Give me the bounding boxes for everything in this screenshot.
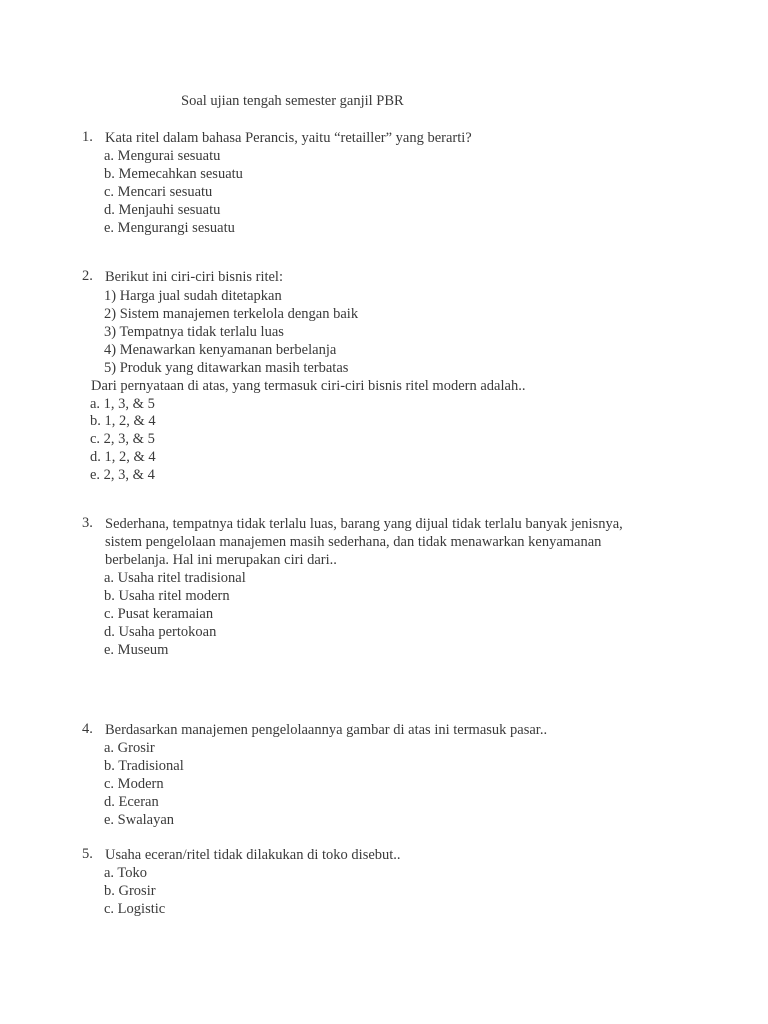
answer-option: e. 2, 3, & 4 bbox=[90, 467, 155, 483]
question-number: 5. bbox=[82, 846, 93, 862]
statement-item: 3) Tempatnya tidak terlalu luas bbox=[104, 324, 284, 340]
question-text-line: sistem pengelolaan manajemen masih sederhana, dan tidak menawarkan kenyamanan bbox=[105, 534, 602, 550]
question-text: Berdasarkan manajemen pengelolaannya gambar di atas ini termasuk pasar.. bbox=[105, 722, 548, 738]
answer-option: b. Grosir bbox=[104, 883, 156, 899]
answer-option: d. Menjauhi sesuatu bbox=[104, 202, 221, 218]
answer-option: c. Pusat keramaian bbox=[104, 606, 214, 622]
answer-option: a. Usaha ritel tradisional bbox=[104, 570, 246, 586]
question-text: Usaha eceran/ritel tidak dilakukan di toko disebut.. bbox=[105, 847, 401, 863]
answer-option: d. Usaha pertokoan bbox=[104, 624, 217, 640]
question-number: 2. bbox=[82, 268, 93, 284]
answer-option: c. Mencari sesuatu bbox=[104, 184, 213, 200]
question-text-line: berbelanja. Hal ini merupakan ciri dari.. bbox=[105, 552, 337, 568]
answer-option: c. 2, 3, & 5 bbox=[90, 431, 155, 447]
answer-option: e. Mengurangi sesuatu bbox=[104, 220, 235, 236]
question-number: 3. bbox=[82, 515, 93, 531]
question-number: 1. bbox=[82, 129, 93, 145]
answer-option: d. 1, 2, & 4 bbox=[90, 449, 156, 465]
answer-option: a. 1, 3, & 5 bbox=[90, 396, 155, 412]
statement-item: 2) Sistem manajemen terkelola dengan baik bbox=[104, 306, 359, 322]
answer-option: b. 1, 2, & 4 bbox=[90, 413, 156, 429]
statement-item: 4) Menawarkan kenyamanan berbelanja bbox=[104, 342, 337, 358]
answer-option: a. Grosir bbox=[104, 740, 155, 756]
answer-option: c. Logistic bbox=[104, 901, 166, 917]
answer-option: a. Mengurai sesuatu bbox=[104, 148, 221, 164]
question-number: 4. bbox=[82, 721, 93, 737]
question-text-line: Sederhana, tempatnya tidak terlalu luas, barang yang dijual tidak terlalu banyak jenisnya, bbox=[105, 516, 623, 532]
page-title: Soal ujian tengah semester ganjil PBR bbox=[181, 93, 404, 109]
answer-option: b. Memecahkan sesuatu bbox=[104, 166, 243, 182]
answer-option: d. Eceran bbox=[104, 794, 159, 810]
answer-option: a. Toko bbox=[104, 865, 148, 881]
statement-item: 5) Produk yang ditawarkan masih terbatas bbox=[104, 360, 349, 376]
answer-option: e. Swalayan bbox=[104, 812, 175, 828]
answer-option: e. Museum bbox=[104, 642, 169, 658]
question-prompt: Dari pernyataan di atas, yang termasuk ciri-ciri bisnis ritel modern adalah.. bbox=[91, 378, 526, 394]
question-text: Berikut ini ciri-ciri bisnis ritel: bbox=[105, 269, 283, 285]
answer-option: b. Usaha ritel modern bbox=[104, 588, 230, 604]
question-text: Kata ritel dalam bahasa Perancis, yaitu “retailler” yang berarti? bbox=[105, 130, 472, 146]
answer-option: c. Modern bbox=[104, 776, 164, 792]
answer-option: b. Tradisional bbox=[104, 758, 184, 774]
statement-item: 1) Harga jual sudah ditetapkan bbox=[104, 288, 282, 304]
